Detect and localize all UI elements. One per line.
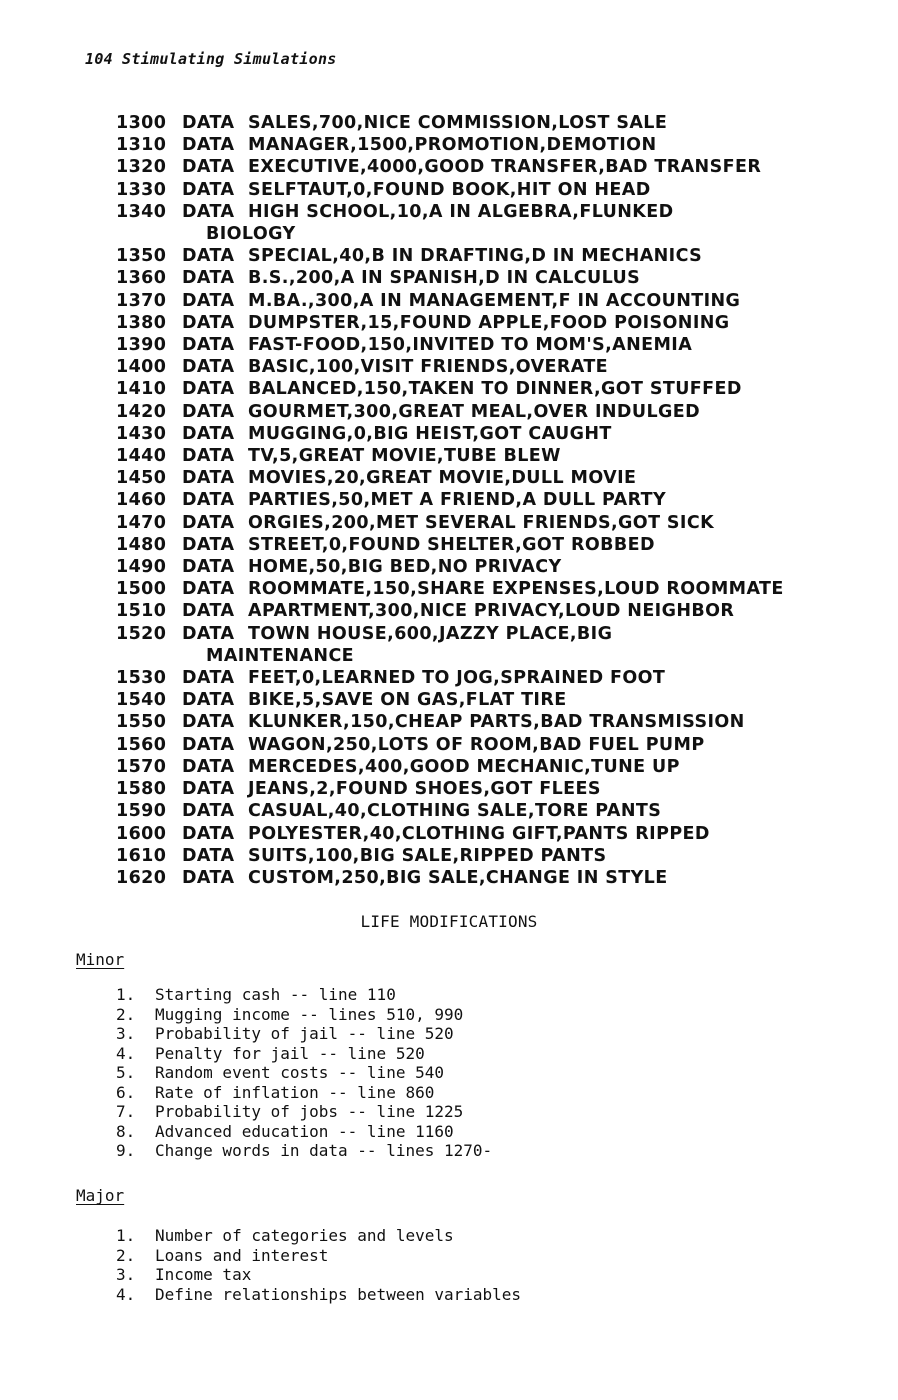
list-item-text: Number of categories and levels — [155, 1226, 454, 1245]
data-values: PARTIES,50,MET A FRIEND,A DULL PARTY — [248, 490, 667, 511]
list-item-text: Rate of inflation -- line 860 — [155, 1082, 435, 1102]
data-keyword: DATA — [182, 867, 235, 888]
data-keyword: DATA — [182, 179, 235, 200]
data-values: M.BA.,300,A IN MANAGEMENT,F IN ACCOUNTING — [248, 290, 741, 311]
code-line — [116, 600, 808, 622]
data-values: EXECUTIVE,4000,GOOD TRANSFER,BAD TRANSFER — [248, 157, 762, 178]
program-listing — [116, 112, 808, 889]
data-keyword: DATA — [182, 468, 235, 489]
list-item — [116, 1024, 492, 1044]
data-values: WAGON,250,LOTS OF ROOM,BAD FUEL PUMP — [248, 734, 705, 755]
data-values: TOWN HOUSE,600,JAZZY PLACE,BIG — [248, 623, 613, 644]
line-number: 1560 — [116, 734, 167, 755]
list-item-text: Starting cash -- line 110 — [155, 985, 396, 1004]
list-item — [116, 1005, 492, 1025]
data-values: DUMPSTER,15,FOUND APPLE,FOOD POISONING — [248, 312, 730, 333]
code-line — [116, 467, 808, 489]
code-line — [116, 778, 808, 800]
data-values-continuation: MAINTENANCE — [206, 645, 355, 666]
data-keyword: DATA — [182, 157, 235, 178]
page-header — [85, 50, 337, 68]
data-values: BIKE,5,SAVE ON GAS,FLAT TIRE — [248, 690, 567, 711]
code-line — [116, 667, 808, 689]
data-values: B.S.,200,A IN SPANISH,D IN CALCULUS — [248, 268, 641, 289]
line-number: 1570 — [116, 756, 167, 777]
data-keyword: DATA — [182, 312, 235, 333]
data-keyword: DATA — [182, 357, 235, 378]
list-item-number: 9. — [116, 1141, 136, 1160]
data-values: BASIC,100,VISIT FRIENDS,OVERATE — [248, 357, 609, 378]
line-number: 1480 — [116, 534, 167, 555]
code-line — [116, 378, 808, 400]
data-values: CASUAL,40,CLOTHING SALE,TORE PANTS — [248, 801, 662, 822]
code-line — [116, 179, 808, 201]
list-item-text: Change words in data -- lines 1270- — [155, 1141, 493, 1160]
list-item-text: Penalty for jail -- line 520 — [155, 1043, 425, 1063]
data-values: SPECIAL,40,B IN DRAFTING,D IN MECHANICS — [248, 246, 703, 267]
minor-modifications-list — [116, 985, 492, 1161]
data-keyword: DATA — [182, 623, 235, 644]
data-values: HIGH SCHOOL,10,A IN ALGEBRA,FLUNKED — [248, 201, 674, 222]
data-keyword: DATA — [182, 845, 235, 866]
code-line — [116, 201, 808, 223]
list-item-number: 8. — [116, 1121, 136, 1141]
data-values: ORGIES,200,MET SEVERAL FRIENDS,GOT SICK — [248, 512, 715, 533]
list-item — [116, 1063, 492, 1083]
data-keyword: DATA — [182, 290, 235, 311]
list-item — [116, 1246, 521, 1266]
list-item-number: 2. — [116, 1004, 136, 1024]
data-keyword: DATA — [182, 446, 235, 467]
line-number: 1410 — [116, 379, 167, 400]
data-keyword: DATA — [182, 690, 235, 711]
code-line — [116, 756, 808, 778]
data-keyword: DATA — [182, 601, 235, 622]
code-line — [116, 267, 808, 289]
code-line — [116, 356, 808, 378]
list-item-text: Define relationships between variables — [155, 1284, 522, 1304]
data-values: POLYESTER,40,CLOTHING GIFT,PANTS RIPPED — [248, 823, 710, 844]
code-line — [116, 134, 808, 156]
data-keyword: DATA — [182, 512, 235, 533]
code-line-continuation — [116, 645, 808, 667]
list-item — [116, 1265, 521, 1285]
data-values: GOURMET,300,GREAT MEAL,OVER INDULGED — [248, 401, 701, 422]
data-values: SELFTAUT,0,FOUND BOOK,HIT ON HEAD — [248, 179, 651, 200]
data-keyword: DATA — [182, 557, 235, 578]
data-keyword: DATA — [182, 268, 235, 289]
list-item-number: 5. — [116, 1063, 136, 1082]
code-line — [116, 112, 808, 134]
data-keyword: DATA — [182, 668, 235, 689]
code-line — [116, 534, 808, 556]
code-line — [116, 334, 808, 356]
data-keyword: DATA — [182, 379, 235, 400]
data-values: ROOMMATE,150,SHARE EXPENSES,LOUD ROOMMATE — [248, 579, 784, 600]
list-item-number: 2. — [116, 1245, 136, 1265]
data-keyword: DATA — [182, 490, 235, 511]
list-item-number: 4. — [116, 1284, 136, 1304]
list-item — [116, 985, 492, 1005]
code-line — [116, 290, 808, 312]
major-heading: Major — [76, 1186, 125, 1205]
data-keyword: DATA — [182, 135, 235, 156]
data-keyword: DATA — [182, 246, 235, 267]
list-item — [116, 1226, 521, 1246]
line-number: 1580 — [116, 779, 167, 800]
list-item-number: 7. — [116, 1102, 136, 1121]
list-item — [116, 1141, 492, 1161]
line-number: 1520 — [116, 623, 167, 644]
line-number: 1460 — [116, 490, 167, 511]
line-number: 1490 — [116, 557, 167, 578]
data-values: APARTMENT,300,NICE PRIVACY,LOUD NEIGHBOR — [248, 601, 735, 622]
code-line — [116, 245, 808, 267]
data-values-continuation: BIOLOGY — [206, 224, 296, 245]
data-values: MOVIES,20,GREAT MOVIE,DULL MOVIE — [248, 468, 637, 489]
code-line — [116, 489, 808, 511]
data-values: STREET,0,FOUND SHELTER,GOT ROBBED — [248, 534, 655, 555]
code-line — [116, 401, 808, 423]
list-item-text: Advanced education -- line 1160 — [155, 1121, 454, 1141]
list-item-number: 4. — [116, 1043, 136, 1063]
list-item-text: Mugging income -- lines 510, 990 — [155, 1004, 464, 1024]
data-keyword: DATA — [182, 579, 235, 600]
page-number: 104 — [85, 50, 113, 68]
list-item-text: Probability of jobs -- line 1225 — [155, 1102, 464, 1121]
line-number: 1450 — [116, 468, 167, 489]
line-number: 1610 — [116, 845, 167, 866]
data-keyword: DATA — [182, 423, 235, 444]
line-number: 1320 — [116, 157, 167, 178]
line-number: 1310 — [116, 135, 167, 156]
code-line — [116, 711, 808, 733]
data-keyword: DATA — [182, 801, 235, 822]
data-values: MUGGING,0,BIG HEIST,GOT CAUGHT — [248, 423, 612, 444]
line-number: 1550 — [116, 712, 167, 733]
data-values: MERCEDES,400,GOOD MECHANIC,TUNE UP — [248, 756, 680, 777]
section-title: LIFE MODIFICATIONS — [360, 912, 538, 931]
minor-heading: Minor — [76, 950, 125, 969]
line-number: 1500 — [116, 579, 167, 600]
major-modifications-list — [116, 1226, 521, 1304]
list-item — [116, 1044, 492, 1064]
line-number: 1620 — [116, 867, 167, 888]
data-keyword: DATA — [182, 756, 235, 777]
code-line — [116, 623, 808, 645]
list-item-number: 6. — [116, 1082, 136, 1102]
data-keyword: DATA — [182, 335, 235, 356]
code-line — [116, 800, 808, 822]
line-number: 1360 — [116, 268, 167, 289]
code-line — [116, 578, 808, 600]
line-number: 1530 — [116, 668, 167, 689]
line-number: 1510 — [116, 601, 167, 622]
data-keyword: DATA — [182, 712, 235, 733]
list-item — [116, 1285, 521, 1305]
data-values: JEANS,2,FOUND SHOES,GOT FLEES — [248, 779, 601, 800]
data-keyword: DATA — [182, 401, 235, 422]
data-values: MANAGER,1500,PROMOTION,DEMOTION — [248, 135, 657, 156]
list-item — [116, 1122, 492, 1142]
list-item — [116, 1083, 492, 1103]
code-line — [116, 445, 808, 467]
line-number: 1330 — [116, 179, 167, 200]
data-values: SALES,700,NICE COMMISSION,LOST SALE — [248, 113, 668, 133]
data-values: FAST-FOOD,150,INVITED TO MOM'S,ANEMIA — [248, 335, 693, 356]
data-keyword: DATA — [182, 534, 235, 555]
list-item-text: Income tax — [155, 1265, 252, 1284]
data-values: HOME,50,BIG BED,NO PRIVACY — [248, 557, 562, 578]
data-values: TV,5,GREAT MOVIE,TUBE BLEW — [248, 446, 561, 467]
code-line — [116, 689, 808, 711]
line-number-gap — [116, 223, 182, 245]
data-keyword: DATA — [182, 113, 235, 133]
line-number: 1370 — [116, 290, 167, 311]
line-number-gap — [116, 645, 182, 667]
code-line — [116, 512, 808, 534]
line-number: 1390 — [116, 335, 167, 356]
data-values: SUITS,100,BIG SALE,RIPPED PANTS — [248, 845, 607, 866]
code-line — [116, 867, 808, 889]
line-number: 1400 — [116, 357, 167, 378]
code-line — [116, 823, 808, 845]
line-number: 1540 — [116, 690, 167, 711]
line-number: 1440 — [116, 446, 167, 467]
list-item-text: Probability of jail -- line 520 — [155, 1024, 454, 1043]
line-number: 1590 — [116, 801, 167, 822]
data-keyword: DATA — [182, 201, 235, 222]
code-line — [116, 734, 808, 756]
line-number: 1600 — [116, 823, 167, 844]
line-number: 1300 — [116, 113, 167, 133]
data-values: FEET,0,LEARNED TO JOG,SPRAINED FOOT — [248, 668, 666, 689]
line-number: 1420 — [116, 401, 167, 422]
line-number: 1340 — [116, 201, 167, 222]
line-number: 1430 — [116, 423, 167, 444]
data-values: CUSTOM,250,BIG SALE,CHANGE IN STYLE — [248, 867, 668, 888]
line-number: 1380 — [116, 312, 167, 333]
running-title: Stimulating Simulations — [122, 50, 337, 68]
list-item-text: Loans and interest — [155, 1245, 329, 1265]
list-item-number: 3. — [116, 1265, 136, 1284]
line-number: 1470 — [116, 512, 167, 533]
code-line — [116, 312, 808, 334]
data-values: BALANCED,150,TAKEN TO DINNER,GOT STUFFED — [248, 379, 742, 400]
code-line — [116, 556, 808, 578]
data-keyword: DATA — [182, 779, 235, 800]
list-item-number: 1. — [116, 1226, 136, 1245]
data-values: KLUNKER,150,CHEAP PARTS,BAD TRANSMISSION — [248, 712, 745, 733]
line-number: 1350 — [116, 246, 167, 267]
data-keyword: DATA — [182, 734, 235, 755]
data-keyword: DATA — [182, 823, 235, 844]
code-line-continuation — [116, 223, 808, 245]
code-line — [116, 845, 808, 867]
list-item-number: 1. — [116, 985, 136, 1004]
code-line — [116, 423, 808, 445]
list-item — [116, 1102, 492, 1122]
code-line — [116, 156, 808, 178]
list-item-text: Random event costs -- line 540 — [155, 1063, 444, 1082]
list-item-number: 3. — [116, 1024, 136, 1043]
